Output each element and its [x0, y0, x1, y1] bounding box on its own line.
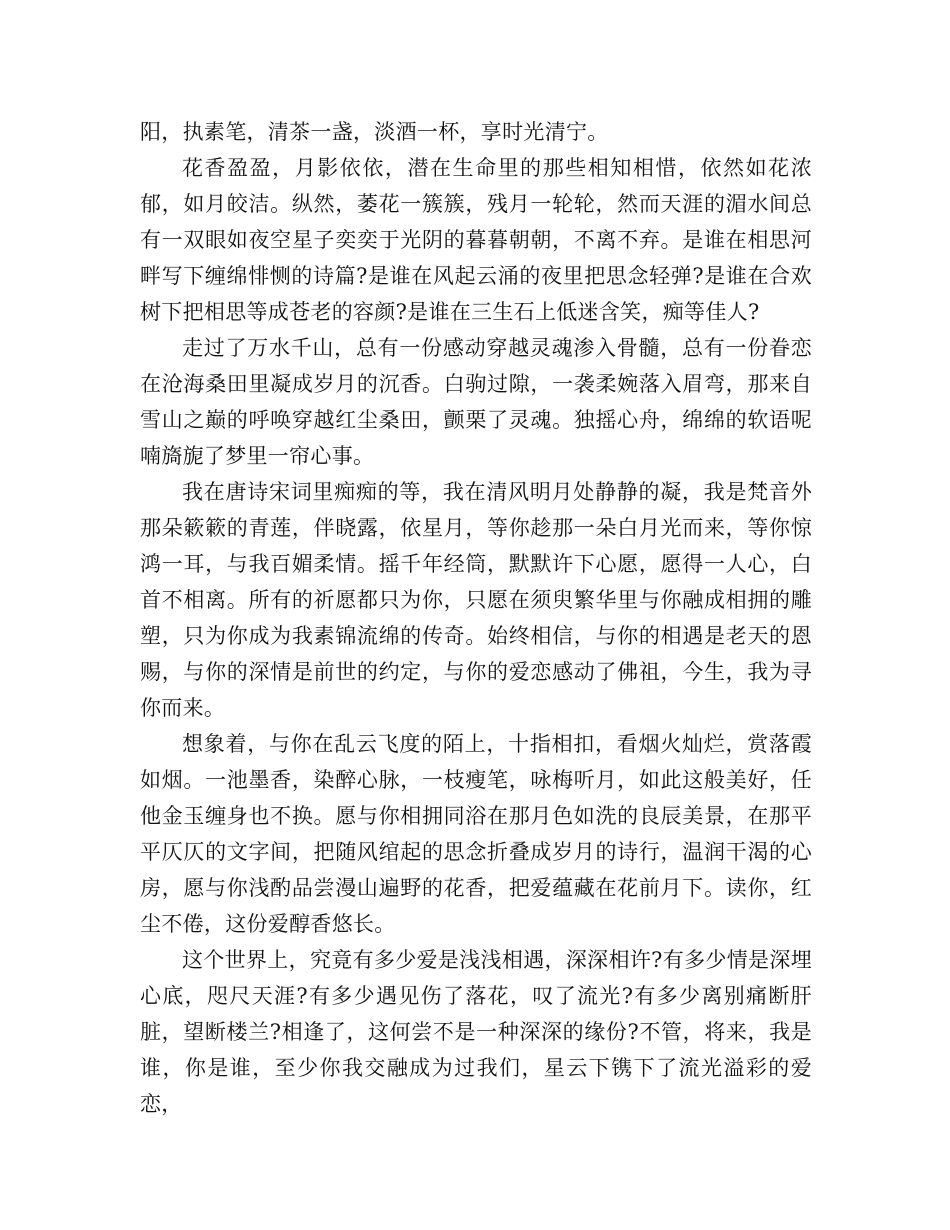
paragraph: 想象着，与你在乱云飞度的陌上，十指相扣，看烟火灿烂，赏落霞如烟。一池墨香，染醉心脉，一枝瘦笔，咏梅听月，如此这般美好，任他金玉缠身也不换。愿与你相拥同浴在那月色如洗的良辰美景，在那平平仄仄的文字间，把随风绾起的思念折叠成岁月的诗行，温润干渴的心房，愿与你浅酌品尝漫山遍野的花香，把爱蕴藏在花前月下。读你，红尘不倦，这份爱醇香悠长。	[140, 732, 812, 936]
paragraph-continuation: 阳，执素笔，清茶一盏，淡酒一杯，享时光清宁。	[140, 120, 609, 144]
document-body	[140, 114, 812, 1122]
paragraph: 花香盈盈，月影依依，潜在生命里的那些相知相惜，依然如花浓郁，如月皎洁。纵然，萎花一簇簇，残月一轮轮，然而天涯的湄水间总有一双眼如夜空星子奕奕于光阴的暮暮朝朝，不离不弃。是谁在相思河畔写下缠绵悱恻的诗篇?是谁在风起云涌的夜里把思念轻弹?是谁在合欢树下把相思等成苍老的容颜?是谁在三生石上低迷含笑，痴等佳人?	[140, 156, 812, 324]
paragraph: 我在唐诗宋词里痴痴的等，我在清风明月处静静的凝，我是梵音外那朵簌簌的青莲，伴晓露，依星月，等你趁那一朵白月光而来，等你惊鸿一耳，与我百媚柔情。摇千年经筒，默默许下心愿，愿得一人心，白首不相离。所有的祈愿都只为你，只愿在须臾繁华里与你融成相拥的雕塑，只为你成为我素锦流绵的传奇。始终相信，与你的相遇是老天的恩赐，与你的深情是前世的约定，与你的爱恋感动了佛祖，今生，我为寻你而来。	[140, 480, 812, 720]
paragraph: 走过了万水千山，总有一份感动穿越灵魂渗入骨髓，总有一份眷恋在沧海桑田里凝成岁月的沉香。白驹过隙，一袭柔婉落入眉弯，那来自雪山之巅的呼唤穿越红尘桑田，颤栗了灵魂。独摇心舟，绵绵的软语呢喃旖旎了梦里一帘心事。	[140, 336, 812, 468]
paragraph: 这个世界上，究竟有多少爱是浅浅相遇，深深相许?有多少情是深埋心底，咫尺天涯?有多少遇见伤了落花，叹了流光?有多少离别痛断肝脏，望断楼兰?相逢了，这何尝不是一种深深的缘份?不管，将来，我是谁，你是谁，至少你我交融成为过我们，星云下镌下了流光溢彩的爱恋，	[140, 948, 812, 1116]
